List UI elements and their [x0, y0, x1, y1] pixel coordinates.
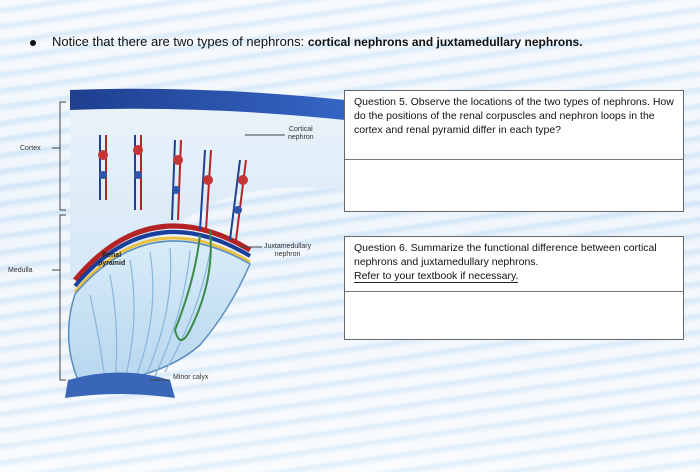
juxtamedullary-nephron-label: [264, 243, 311, 259]
cortical-nephron-label-line2: nephron: [288, 134, 314, 141]
cortex-label: Cortex: [20, 145, 41, 152]
instruction-text: Notice that there are two types of nephrons:: [52, 34, 305, 49]
medulla-label: Medulla: [8, 267, 33, 274]
minor-calyx-label: Minor calyx: [173, 374, 209, 381]
nephron-diagram: [0, 80, 345, 400]
question-6-title: Question 6.: [354, 242, 408, 254]
question-6-reference: Refer to your textbook if necessary.: [354, 270, 519, 282]
question-5-box: [344, 90, 684, 212]
renal-pyramid-label-line2: pyramid: [98, 260, 126, 267]
cortical-nephron-label: [288, 126, 314, 142]
question-6-box: [344, 236, 684, 340]
juxtamedullary-label-line1: Juxtamedullary: [264, 243, 312, 250]
question-5-answer-area[interactable]: [345, 159, 683, 211]
renal-pyramid-label: [98, 252, 125, 268]
question-5-body: Observe the locations of the two types of nephrons. How do the positions of the renal corpuscles and nephron loops in the cortex and renal pyramid differ in each type?: [354, 96, 674, 136]
question-5-title: Question 5.: [354, 96, 408, 108]
question-5-text: [354, 95, 677, 137]
question-6-text: [354, 241, 677, 283]
bullet-icon: [30, 40, 36, 46]
question-6-answer-area[interactable]: [345, 291, 683, 339]
question-6-body: Summarize the functional difference between cortical nephrons and juxtamedullary nephrons.: [354, 242, 657, 268]
instruction-bold-text: cortical nephrons and juxtamedullary nephrons.: [307, 35, 583, 49]
cortical-nephron-label-line1: Cortical: [288, 126, 313, 133]
instruction-line: [30, 34, 583, 49]
renal-pyramid-label-line1: Renal: [102, 252, 122, 259]
juxtamedullary-label-line2: nephron: [274, 251, 301, 258]
